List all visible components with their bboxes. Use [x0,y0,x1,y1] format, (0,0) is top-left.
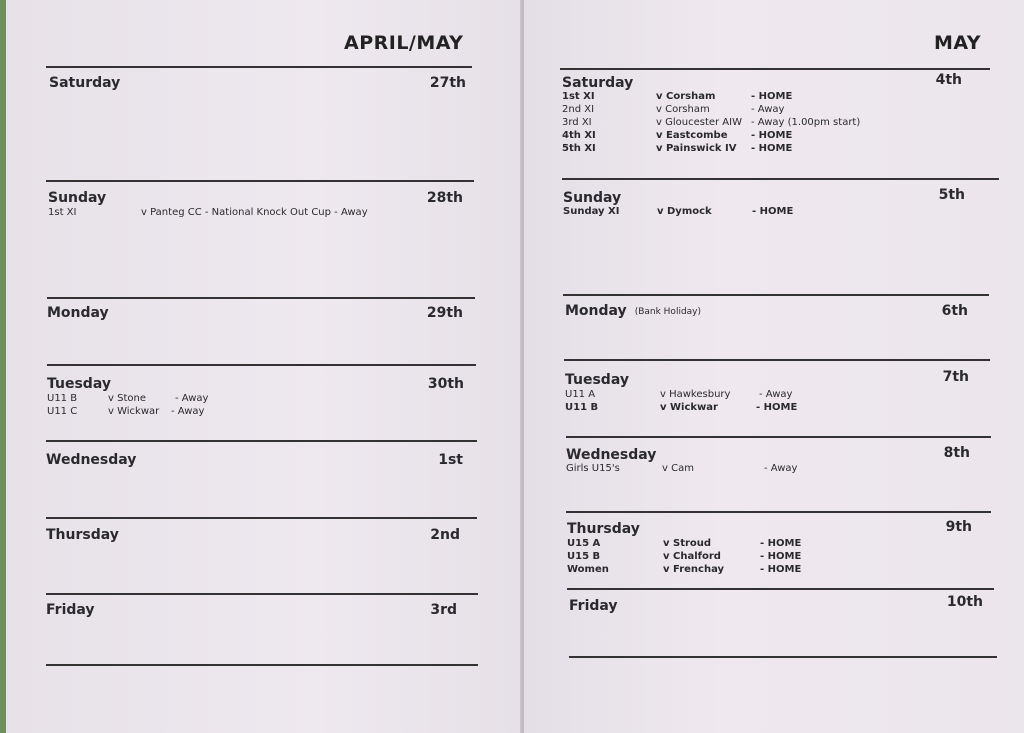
day-name: Tuesday [47,376,111,392]
divider [566,511,991,513]
fixture-opponent: v Corsham [656,91,716,102]
day-date: 6th [941,303,968,319]
divider [46,517,477,519]
divider [566,436,991,438]
left-page [6,0,522,733]
day-date: 1st [438,452,463,468]
fixture-team: 5th XI [562,143,596,154]
fixture-opponent: v Dymock [657,206,712,217]
divider [562,178,999,180]
fixture-team: U11 B [565,402,599,413]
divider [46,440,477,442]
fixture-opponent: v Eastcombe [656,130,728,141]
day-name: Friday [46,602,95,618]
divider [46,180,474,182]
fixture-opponent: v Stroud [663,538,712,549]
fixture-venue: - Away [171,406,205,417]
day-name: Wednesday [46,452,137,468]
day-date: 7th [942,369,969,385]
fixture-team: U11 A [565,389,596,400]
fixture-opponent: v Chalford [663,551,721,562]
day-date: 27th [429,75,466,91]
day-date: 28th [426,190,463,206]
day-name [565,303,701,319]
fixture-opponent: v Gloucester AIW [656,117,742,128]
day-name: Thursday [46,527,119,543]
fixture-venue: - HOME [756,402,798,413]
fixture-venue: - HOME [760,538,802,549]
fixture-venue: - HOME [751,143,793,154]
fixture-team: 1st XI [48,207,77,218]
fixture-team: 2nd XI [562,104,595,115]
right-page [524,0,1024,733]
day-date: 29th [426,305,463,321]
day-name: Monday [47,305,109,321]
page-header: MAY [934,32,982,54]
day-date: 9th [945,519,972,535]
fixture-team: U15 B [567,551,601,562]
fixture-opponent: v Panteg CC - National Knock Out Cup - Away [141,207,368,218]
day-name: Saturday [562,75,634,91]
fixture-opponent: v Corsham [656,104,710,115]
day-date: 10th [946,594,983,610]
fixture-team: 3rd XI [562,117,592,128]
fixture-team: Girls U15's [566,463,620,474]
fixture-opponent: v Wickwar [660,402,718,413]
fixture-venue: - Away [764,463,798,474]
fixture-team: U11 B [47,393,78,404]
fixture-team: Sunday XI [563,206,620,217]
day-date: 5th [938,187,965,203]
fixture-opponent: v Frenchay [663,564,725,575]
fixture-team: U15 A [567,538,601,549]
divider [564,359,990,361]
divider [47,297,475,299]
fixture-venue: - HOME [760,564,802,575]
divider [560,68,990,70]
fixture-team: 4th XI [562,130,596,141]
fixture-team: 1st XI [562,91,595,102]
divider [46,664,478,666]
fixture-venue: - HOME [751,91,793,102]
fixture-venue: - Away [759,389,793,400]
day-date: 30th [427,376,464,392]
divider [47,364,476,366]
day-name: Sunday [48,190,107,206]
page-header: APRIL/MAY [344,32,464,54]
day-name: Thursday [567,521,640,537]
day-date: 8th [943,445,970,461]
fixture-venue: - Away [175,393,209,404]
divider [567,588,994,590]
day-date: 4th [935,72,962,88]
day-name-text: Monday [565,303,627,319]
fixture-opponent: v Painswick IV [656,143,737,154]
divider [563,294,989,296]
day-date: 2nd [430,527,460,543]
day-name: Tuesday [565,372,629,388]
day-date: 3rd [430,602,457,618]
day-name: Saturday [49,75,121,91]
fixture-venue: - HOME [752,206,794,217]
fixture-venue: - HOME [751,130,793,141]
day-name: Friday [569,598,618,614]
divider [46,66,472,68]
fixture-venue: - Away [751,104,785,115]
fixture-venue: - HOME [760,551,802,562]
divider [46,593,478,595]
show-through-text [66,34,72,53]
fixture-opponent: v Wickwar [108,406,160,417]
fixture-team: Women [567,564,609,575]
fixture-opponent: v Stone [108,393,146,404]
day-name: Sunday [563,190,622,206]
divider [569,656,997,658]
day-name: Wednesday [566,447,657,463]
fixture-venue: - Away (1.00pm start) [751,117,861,128]
fixture-team: U11 C [47,406,78,417]
fixture-opponent: v Hawkesbury [660,389,731,400]
bank-holiday-note: (Bank Holiday) [634,307,702,317]
fixture-opponent: v Cam [662,463,694,474]
